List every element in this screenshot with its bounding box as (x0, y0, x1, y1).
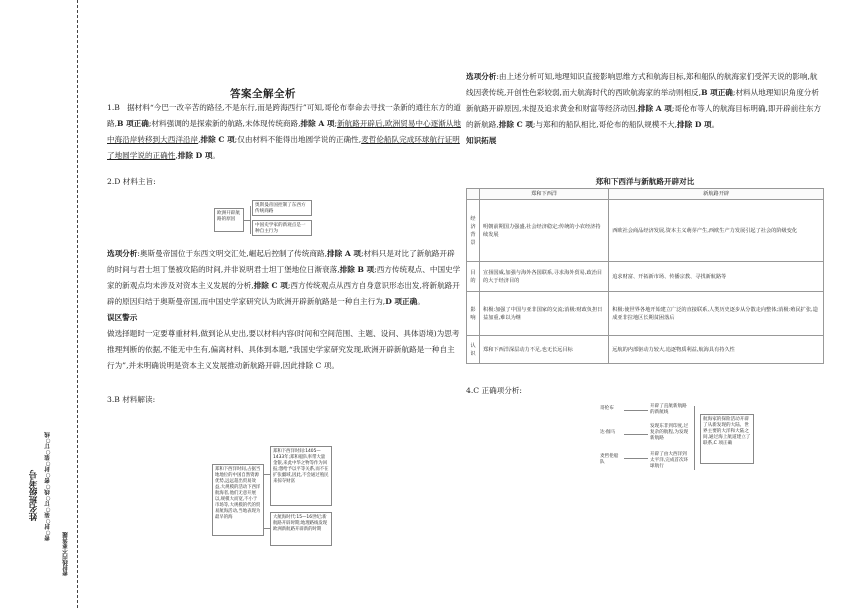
table-row (467, 292, 824, 336)
table-row (467, 262, 824, 292)
q2-diagram-top: 奥斯曼帝国控制了东西方传统商路 (252, 200, 312, 216)
table-row (467, 200, 824, 262)
table-cell: 远航的内部驱动力较大,追逐物质利益,航海具有持久性 (609, 336, 824, 364)
page-title: 答案全解全析 (230, 88, 296, 100)
table-cell: 郑和下西洋深层动力不足,也无长远目标 (480, 336, 609, 364)
q4-result-box: 航海家的探险活动开辟了从新发现的大陆、世界主要的大洋和大陆之间,通过海上航道建立了联系,C 项正确 (700, 414, 754, 464)
q3-diagram-right-top: 郑和下西洋时间:1405—1433年;郑和船队率带大量金银,来此中华之物等作为回报;想给予以平等关系,而不在扩张疆域,因此,不会通过殖民来掠夺财富 (270, 446, 332, 506)
q4-head: 4.C 正确项分析: (466, 386, 522, 395)
q4-route-3: 开辟了由大西洋到太平洋,完成首次环球航行 (648, 450, 692, 474)
q2-analysis: 选项分析:奥斯曼帝国位于东西文明交汇处,崛起后控制了传统商路,排除 A 项;材料只是对比了新航路开辟的时间与君士坦丁堡被攻陷的时间,并非说明君士坦丁堡地位日渐衰落,排除 B 项;西方传统观点、中国史学家的新观点均未涉及对资本主义发展的分析,排除 C 项;西方传统观点从西方自身意识形态出发,将新航路开辟的原因归结于奥斯曼帝国,而中国史学家研究认为欧洲开辟新航路是一种自主行为,D 项正确。 (107, 249, 461, 306)
q2-connector-v (250, 206, 251, 234)
q4-route-1: 开辟了直航新航路的新航线 (648, 402, 692, 418)
comparison-table (466, 188, 824, 364)
row-label: 经济背景 (467, 200, 480, 262)
q3-diagram-right-bottom: 大航海时代:15—16世纪;新航路开辟时期;地理路线发现欧洲新航路开辟新的时期 (270, 512, 332, 546)
table-header-cell (467, 189, 480, 200)
table-cell: 明朝前期国力强盛,社会经济稳定;传统的小农经济持续发展 (480, 200, 609, 262)
table-cell: 积极:加强了中国与亚非国家的交流;消极:财政负担日益加重,难以为继 (480, 292, 609, 336)
knowledge-label: 知识拓展 (466, 136, 497, 145)
warning-text: 做选择题时一定要尊重材料,做到论从史出,要以材料内容(时间和空间范围、主题、设问、具体语境)为思考推理判断的依据,不能无中生有,偏离材料、具体到本题,“我国史学家研究发现,欧洲开辟新航路是一种自主行为”,并未明确说明是资本主义发展推动新航路开辟,因此排除 C 项。 (107, 329, 460, 370)
row-label: 影响 (467, 292, 480, 336)
q1-explanation: 1.B 据材料“今巴一改辛苦的路径,不是东行,而是跨海西行”可知,哥伦布奉命去寻找一条新的通往东方的道路,B 项正确;材料强调的是探索新的航路,未体现传统商路,排除 A 项;新航路开辟后,欧洲贸易中心逐渐从地中海沿岸转移到大西洋沿岸,排除 C 项;仅由材料不能得出地圆学说的正确性,麦哲伦船队完成环球航行证明了地圆学说的正确性,排除 D 项。 (107, 103, 462, 160)
table-header-row (467, 189, 824, 200)
q4-connector-2 (624, 434, 648, 435)
table-header-cell: 新航路开辟 (609, 189, 824, 200)
q4-bracket (694, 406, 695, 470)
q3-diagram-left: 郑和下西洋时间,占据当地地位的中国自然资源优势,远远超出贸易效益,大规模的活动下西洋航海者,他们无意开展以,规模大而宽,不小于市场等,大规模的代的贸易航海活动,当地表现为最早的海 (212, 464, 264, 536)
table-cell: 西欧社会商品经济发展,资本主义萌芽产生,西欧生产力发展引起了社会的阶级变化 (609, 200, 824, 262)
q3-head: 3.B 材料解读: (107, 395, 156, 404)
row-label: 目的 (467, 262, 480, 292)
margin-name-field: 姓名班级考号 (29, 470, 39, 521)
q4-navigator-2: 达·伽马 (598, 428, 624, 440)
margin-sealing-line: 密○封○装○订○线○密○封○装○订○线 (45, 432, 51, 541)
row-label: 认识 (467, 336, 480, 364)
left-column (107, 100, 462, 408)
q4-connector-3 (624, 458, 648, 459)
q2-diagram-bottom: 中国史学家的新观点是一种自主行为 (252, 220, 312, 236)
margin-no-answer-note: 密封线内不要答题 (63, 532, 69, 576)
table-cell: 宣扬国威,加强与海外各国联系,寻求海外贸易,政治目的大于经济目的 (480, 262, 609, 292)
right-column (466, 69, 824, 149)
q4-route-2: 发现东非到印度,过复杂的航程,为发现新航路 (648, 422, 692, 446)
q2-head: 2.D 材料主旨: (107, 177, 156, 186)
q3-analysis: 选项分析:由上述分析可知,地理知识直接影响思维方式和航海目标,郑和船队的航海家们受浑天说的影响,航线因袭传统,开创性色彩较弱,而大航海时代的西欧航海家的举动则相反,B 项正确;材料从地理知识角度分析新航路开辟原因,未提及追求黄金和财富等经济动因,排除 A 项;哥伦布等人的航海目标明确,即开辟前往东方的新航路,排除 C 项;与郑和的船队相比,哥伦布的船队规模不大,排除 D 项。 (466, 72, 822, 129)
table-cell: 积极:使世界各地开始建立广泛的直接联系,人类历史逐步从分散走向整体;消极:殖民扩张,造成亚非拉地区长期贫困落后 (609, 292, 824, 336)
table-row (467, 336, 824, 364)
q4-connector-1 (624, 410, 648, 411)
q4-navigator-1: 哥伦布 (598, 404, 624, 416)
q4-navigator-3: 麦哲伦船队 (598, 452, 624, 464)
table-cell: 追求财富、开拓新市场、传播宗教、寻找新航路等 (609, 262, 824, 292)
binding-dashed-line (77, 0, 78, 608)
warning-label: 误区警示 (107, 313, 138, 322)
table-header-cell: 郑和下西洋 (480, 189, 609, 200)
q2-diagram-left: 欧洲开辟航路的原因 (214, 208, 244, 232)
comparison-table-title: 郑和下西洋与新航路开辟对比 (595, 177, 695, 186)
